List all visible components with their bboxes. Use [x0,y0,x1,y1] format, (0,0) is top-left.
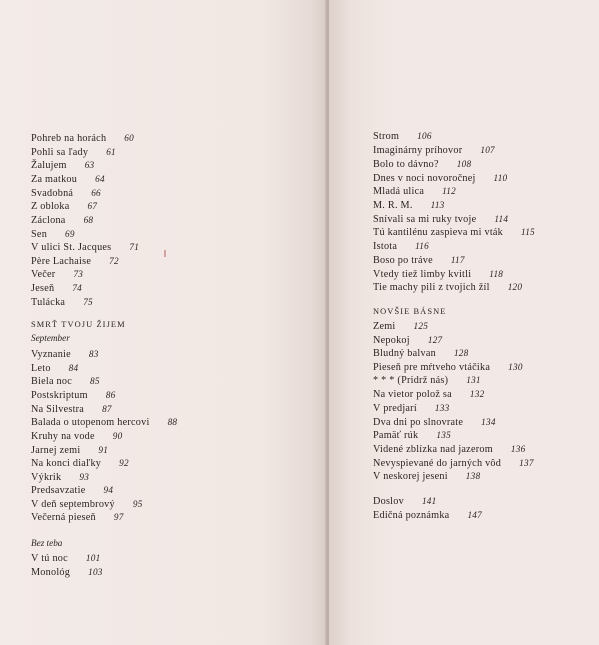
entry-page-number: 107 [480,145,495,155]
entry-title: Za matkou [31,174,78,185]
entry-page-number: 60 [124,133,134,143]
right-toc-entry [373,347,468,360]
entry-page-number: 85 [90,376,100,386]
entry-title: Večerná pieseň [31,512,96,523]
left-toc-entry [31,282,82,295]
entry-title: Tulácka [31,297,66,308]
right-toc-entry [373,254,465,267]
entry-title: Mladá ulica [373,186,425,197]
entry-title: Istota [373,241,398,252]
right-toc-entry [373,281,522,294]
entry-page-number: 83 [88,349,99,359]
entry-title: Doslov [373,496,404,507]
left-toc-entry [31,173,105,186]
entry-title: V ulici St. Jacques [31,242,112,253]
right-toc-entry [373,320,428,333]
right-toc-entry [373,402,449,415]
entry-page-number: 63 [84,160,95,170]
entry-title: V predjarí [373,403,417,414]
entry-page-number: 94 [103,485,114,495]
entry-title: Bolo to dávno? [373,159,439,170]
entry-title: Z obloka [31,201,70,212]
entry-page-number: 106 [417,131,432,141]
entry-page-number: 64 [95,174,105,184]
left-toc-entry [31,471,89,484]
entry-title: Edičná poznámka [373,510,450,521]
entry-title: Predsavzatie [31,485,86,496]
section-heading: NOVŠIE BÁSNE [373,307,447,316]
entry-title: Pohreb na horách [31,133,107,144]
entry-title: Výkrik [31,472,62,483]
entry-page-number: 134 [481,417,496,427]
right-toc-entry [373,199,445,212]
entry-title: V deň septembrový [31,499,115,510]
left-toc-entry [31,159,94,172]
left-toc-entry [31,255,119,268]
right-toc-entry [373,158,471,171]
entry-page-number: 75 [83,297,93,307]
entry-page-number: 74 [72,283,83,293]
entry-page-number: 93 [79,472,90,482]
left-toc-entry [31,403,112,416]
entry-page-number: 87 [102,404,112,414]
entry-page-number: 141 [421,496,437,506]
entry-page-number: 113 [430,200,445,210]
entry-page-number: 115 [521,227,535,237]
entry-title: Na konci diaľky [31,458,102,469]
left-toc-entry [31,389,115,402]
right-page [329,0,599,645]
right-toc-entry [373,443,525,456]
left-toc-entry [31,498,143,511]
entry-page-number: 73 [73,269,84,279]
entry-title: Strom [373,131,400,142]
entry-title: Dva dni po slnovrate [373,417,464,428]
left-toc-entry [31,416,177,429]
entry-title: Dnes v noci novoročnej [373,173,476,184]
entry-title: Večer [31,269,56,280]
entry-title: Zemi [373,321,396,332]
left-toc-entry [31,132,134,145]
entry-title: Imaginárny príhovor [373,145,463,156]
entry-title: Na vietor polož sa [373,389,452,400]
left-toc-entry [31,362,78,375]
right-toc-entry [373,172,507,185]
entry-page-number: 71 [129,242,140,252]
entry-page-number: 147 [467,510,482,520]
entry-title: Monológ [31,567,71,578]
left-toc-entry [31,457,129,470]
entry-page-number: 92 [119,458,129,468]
left-toc-entry [31,146,116,159]
entry-page-number: 137 [519,458,534,468]
entry-page-number: 130 [508,362,523,372]
entry-title: Kruhy na vode [31,431,95,442]
entry-page-number: 95 [132,499,143,509]
left-toc-entry [31,228,75,241]
entry-title: Postskriptum [31,390,88,401]
left-toc-entry [31,552,100,565]
entry-title: Nevyspievané do jarných vôd [373,458,502,469]
left-toc-entry [31,241,139,254]
entry-title: Vtedy tiež limby kvitli [373,269,472,280]
entry-page-number: 116 [415,241,429,251]
right-toc-entry [373,509,482,522]
right-toc-entry [373,457,534,470]
entry-page-number: 133 [434,403,450,413]
entry-page-number: 84 [68,363,79,373]
entry-page-number: 88 [167,417,178,427]
entry-page-number: 125 [413,321,429,331]
entry-title: Svadobná [31,188,74,199]
left-toc-entry [31,214,93,227]
entry-page-number: 131 [466,375,481,385]
entry-page-number: 132 [469,389,485,399]
entry-title: Pamäť rúk [373,430,419,441]
left-toc-entry [31,484,113,497]
left-toc-entry [31,444,108,457]
entry-page-number: 128 [453,348,469,358]
entry-page-number: 66 [91,188,101,198]
ink-mark [164,250,166,257]
entry-page-number: 69 [65,229,75,239]
entry-title: Balada o utopenom hercovi [31,417,150,428]
entry-title: Záclona [31,215,66,226]
entry-title: Tú kantilénu zaspieva mi vták [373,227,504,238]
left-toc-entry [31,511,124,524]
right-toc-entry [373,213,508,226]
right-toc-entry [373,226,535,239]
entry-title: Boso po tráve [373,255,433,266]
entry-page-number: 67 [87,201,98,211]
left-toc-entry [31,296,93,309]
entry-title: Vyznanie [31,349,71,360]
entry-title: Žalujem [31,160,67,171]
entry-page-number: 68 [83,215,94,225]
entry-title: V tú noc [31,553,68,564]
left-toc-entry [31,187,101,200]
entry-page-number: 91 [98,445,109,455]
entry-title: Bludný balvan [373,348,436,359]
right-toc-entry [373,130,432,143]
entry-title: Leto [31,363,51,374]
entry-page-number: 120 [507,282,523,292]
right-toc-entry [373,185,456,198]
section-heading: SMRŤ TVOJU ŽIJEM [31,320,126,329]
entry-title: Na Silvestra [31,404,85,415]
entry-page-number: 101 [85,553,101,563]
right-toc-entry [373,495,436,508]
entry-page-number: 72 [109,256,119,266]
entry-page-number: 110 [493,173,508,183]
entry-page-number: 90 [112,431,123,441]
left-toc-entry [31,200,97,213]
entry-page-number: 114 [494,214,509,224]
section-subheading: September [31,333,70,343]
entry-page-number: 108 [456,159,472,169]
entry-title: M. R. M. [373,200,413,211]
left-toc-entry [31,566,103,579]
right-toc-entry [373,374,481,387]
entry-page-number: 97 [113,512,124,522]
entry-page-number: 118 [489,269,504,279]
left-toc-entry [31,375,100,388]
entry-page-number: 136 [510,444,526,454]
entry-title: Sen [31,229,48,240]
right-toc-entry [373,416,496,429]
right-toc-entry [373,334,442,347]
entry-page-number: 117 [450,255,465,265]
left-toc-entry [31,430,122,443]
entry-title: Jeseň [31,283,55,294]
right-toc-entry [373,388,484,401]
entry-title: Nepokoj [373,335,410,346]
entry-title: Pieseň pre mŕtveho vtáčika [373,362,491,373]
entry-title: Videné zblízka nad jazerom [373,444,493,455]
left-toc-entry [31,348,99,361]
entry-page-number: 138 [465,471,481,481]
right-toc-entry [373,429,451,442]
right-toc-entry [373,268,503,281]
entry-page-number: 112 [442,186,456,196]
entry-page-number: 103 [88,567,103,577]
right-toc-entry [373,240,429,253]
entry-title: Tie machy pili z tvojich žíl [373,282,490,293]
entry-title: * * * (Pridrž nás) [373,375,449,386]
right-toc-entry [373,144,495,157]
section-subheading: Bez teba [31,538,63,548]
left-toc-entry [31,268,83,281]
entry-title: Père Lachaise [31,256,92,267]
entry-title: Biela noc [31,376,73,387]
right-toc-entry [373,361,523,374]
entry-title: V neskorej jeseni [373,471,448,482]
entry-title: Snívali sa mi ruky tvoje [373,214,477,225]
entry-title: Jarnej zemi [31,445,81,456]
entry-page-number: 86 [105,390,116,400]
entry-page-number: 61 [106,147,116,157]
entry-page-number: 135 [436,430,451,440]
entry-title: Pohli sa ľady [31,147,89,158]
right-toc-entry [373,470,480,483]
entry-page-number: 127 [427,335,443,345]
